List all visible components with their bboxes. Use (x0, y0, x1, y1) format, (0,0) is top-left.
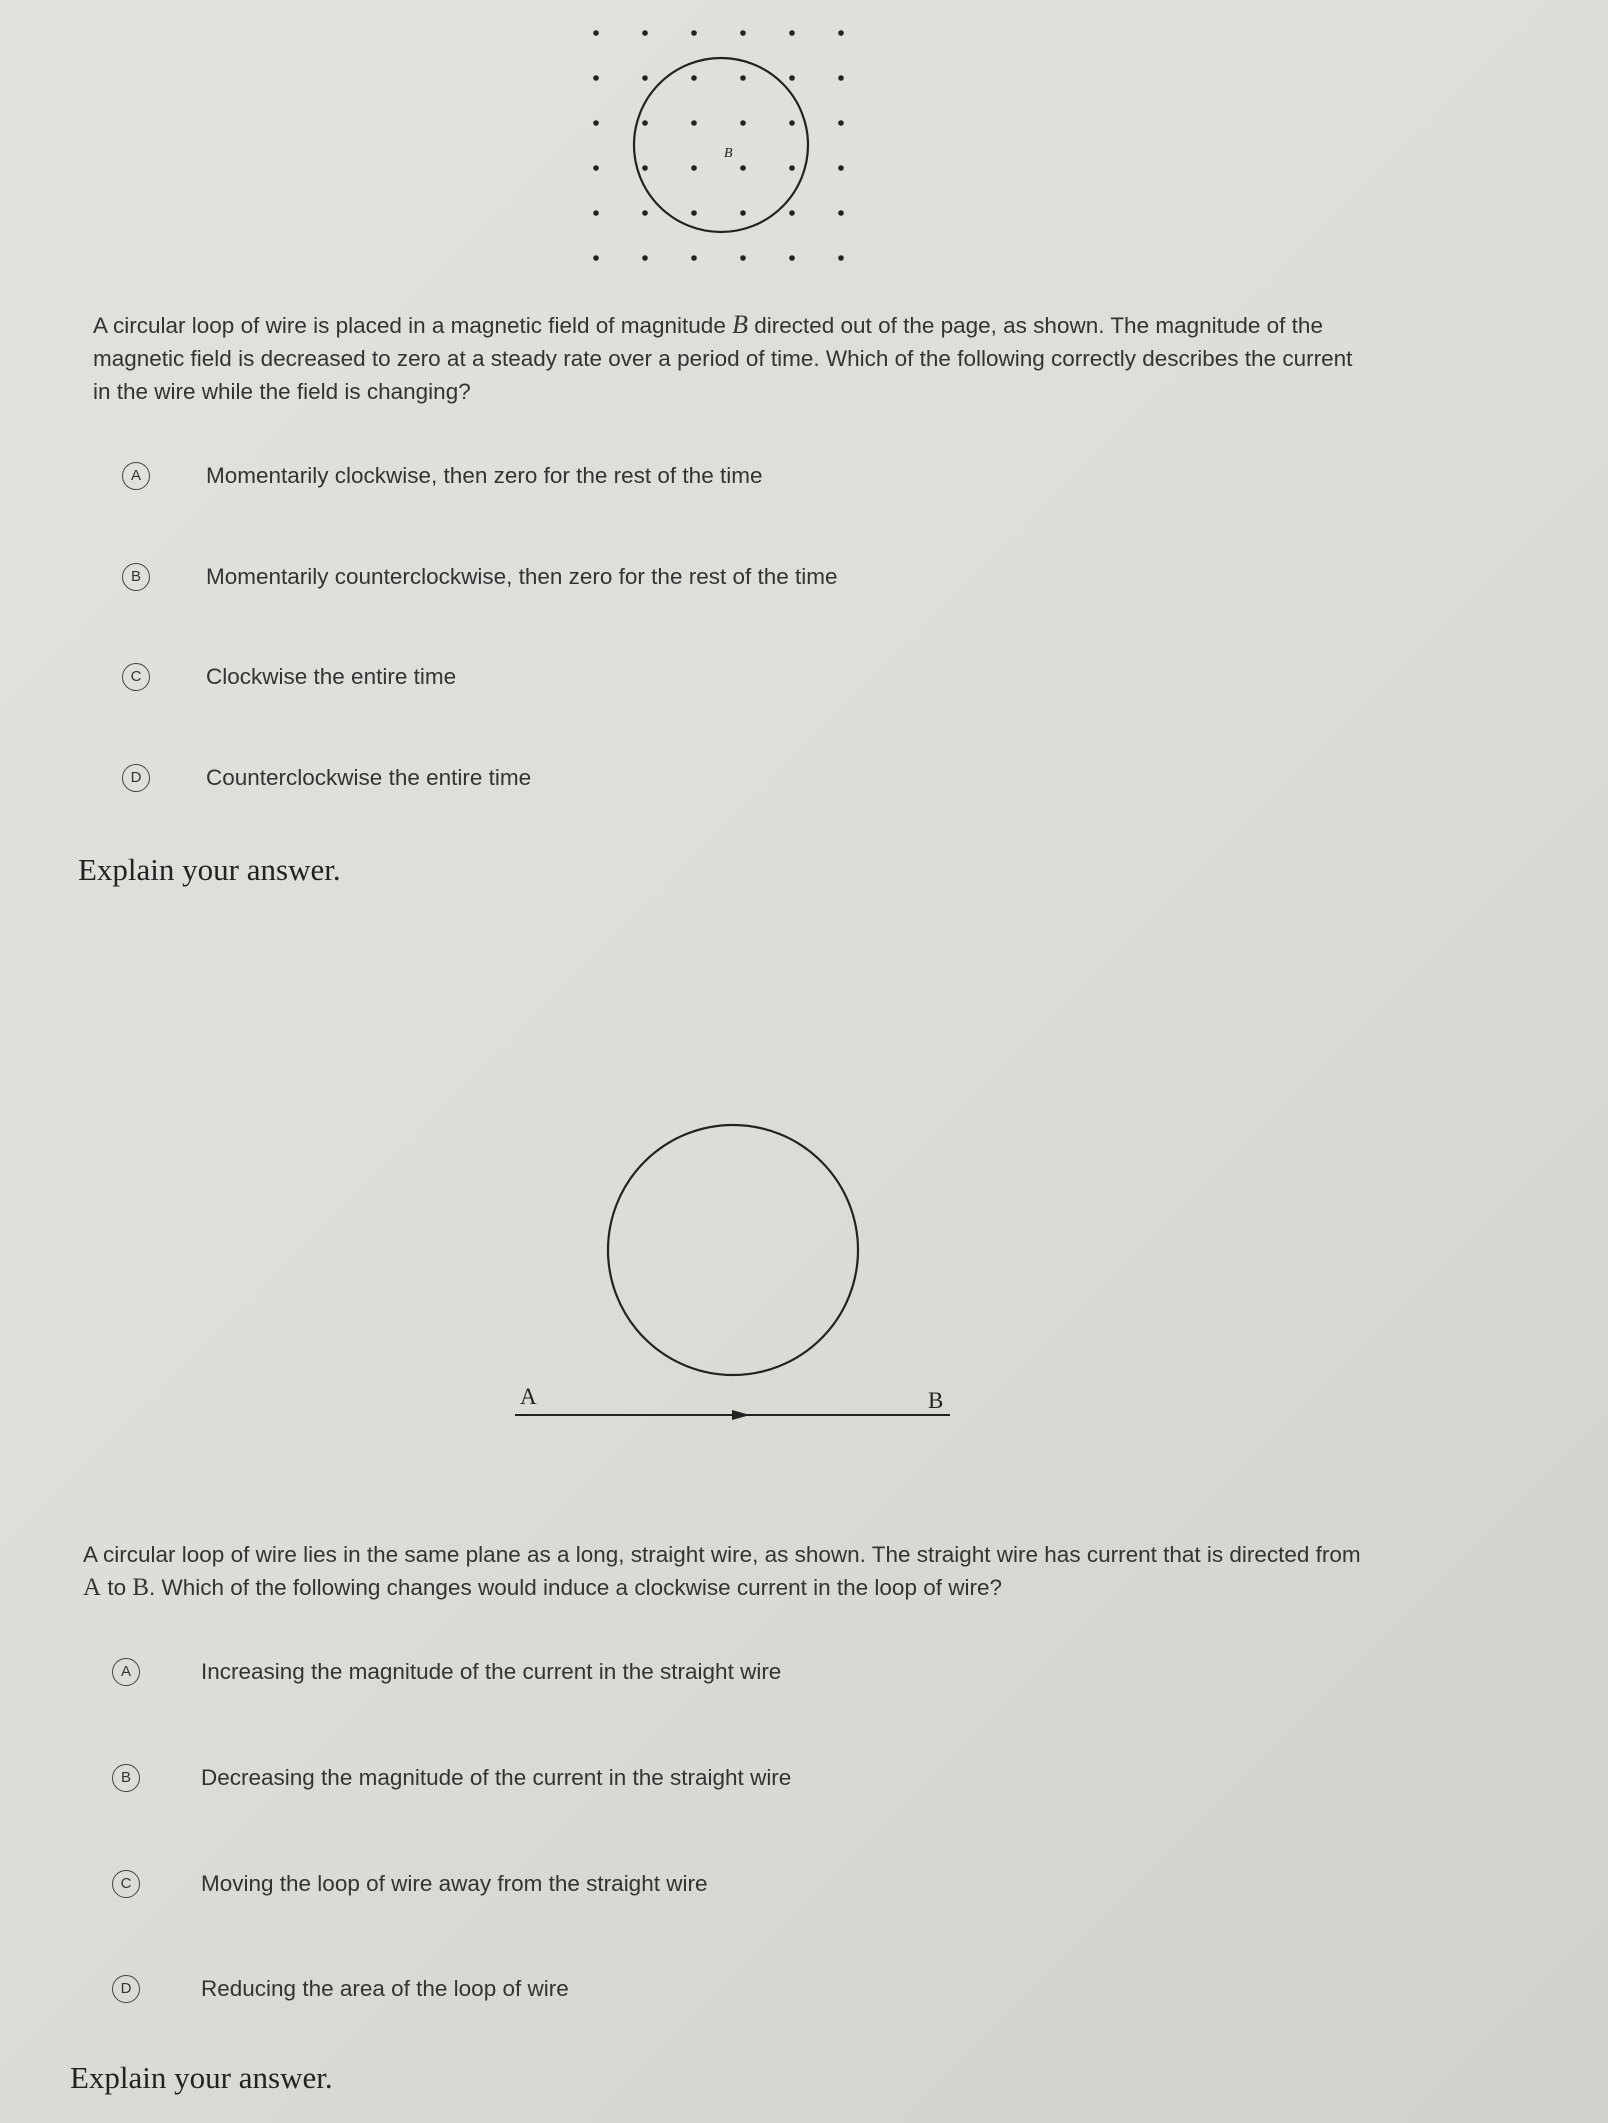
field-dot (593, 75, 599, 81)
option-text-d: Reducing the area of the loop of wire (201, 1976, 569, 2001)
magnetic-field-figure (570, 15, 870, 275)
field-dot (642, 255, 648, 261)
option-text-d: Counterclockwise the entire time (206, 765, 532, 790)
option-text-c: Moving the loop of wire away from the straight wire (201, 1871, 708, 1896)
field-label-b: B (724, 146, 733, 161)
field-dot (838, 210, 844, 216)
option-letter-d[interactable]: D (112, 1975, 140, 2003)
wire-loop-2 (608, 1125, 858, 1375)
option-letter-b[interactable]: B (112, 1764, 140, 1792)
field-dot (740, 75, 746, 81)
field-dot (740, 30, 746, 36)
field-dot (642, 30, 648, 36)
field-dot (691, 120, 697, 126)
field-dot (789, 75, 795, 81)
field-dot (838, 75, 844, 81)
option-text-c: Clockwise the entire time (206, 664, 457, 689)
field-dot (838, 255, 844, 261)
option-text-a: Increasing the magnitude of the current in the straight wire (201, 1659, 782, 1684)
option-letter-a[interactable]: A (112, 1658, 140, 1686)
current-arrow (732, 1410, 750, 1420)
label-a: A (520, 1384, 537, 1409)
field-dot (740, 210, 746, 216)
field-dot (838, 165, 844, 171)
field-dot (691, 255, 697, 261)
option-text-b: Decreasing the magnitude of the current in the straight wire (201, 1765, 792, 1790)
field-dot (789, 30, 795, 36)
field-dot (593, 255, 599, 261)
field-dot (789, 255, 795, 261)
question2-stem: A circular loop of wire lies in the same plane as a long, straight wire, as shown. The straight wire has current that is directed from A to B. Which of the following changes would induce a clockwise current in the loop of wire? (83, 1542, 1361, 1601)
field-dot (691, 75, 697, 81)
field-dot (838, 30, 844, 36)
field-dot (740, 120, 746, 126)
field-dot (838, 120, 844, 126)
question1-explain-heading: Explain your answer. (78, 852, 341, 887)
option-text-b: Momentarily counterclockwise, then zero for the rest of the time (206, 564, 838, 589)
field-dot (642, 120, 648, 126)
field-dot (642, 165, 648, 171)
field-dot (740, 255, 746, 261)
option-letter-c[interactable]: C (122, 663, 150, 691)
field-dot (789, 210, 795, 216)
field-dot (691, 210, 697, 216)
option-letter-a[interactable]: A (122, 462, 150, 490)
field-dot (691, 30, 697, 36)
straight-wire-figure (500, 1110, 970, 1430)
question2-explain-heading: Explain your answer. (70, 2060, 333, 2095)
field-dot (642, 210, 648, 216)
field-dot (789, 120, 795, 126)
question1-stem: A circular loop of wire is placed in a magnetic field of magnitude B directed out of the page, as shown. The magnitude of the magnetic field is decreased to zero at a steady rate over a period of time. Which of the following correctly describes the current in the wire while the field is changing? (93, 310, 1353, 404)
field-dot (593, 210, 599, 216)
field-dot (740, 165, 746, 171)
field-dots (593, 30, 844, 261)
field-dot (593, 30, 599, 36)
field-dot (789, 165, 795, 171)
option-letter-b[interactable]: B (122, 563, 150, 591)
field-dot (642, 75, 648, 81)
field-dot (593, 120, 599, 126)
wire-loop (634, 58, 808, 232)
field-dot (691, 165, 697, 171)
option-letter-d[interactable]: D (122, 764, 150, 792)
field-dot (593, 165, 599, 171)
option-text-a: Momentarily clockwise, then zero for the rest of the time (206, 463, 763, 488)
option-letter-c[interactable]: C (112, 1870, 140, 1898)
label-b: B (928, 1388, 944, 1413)
